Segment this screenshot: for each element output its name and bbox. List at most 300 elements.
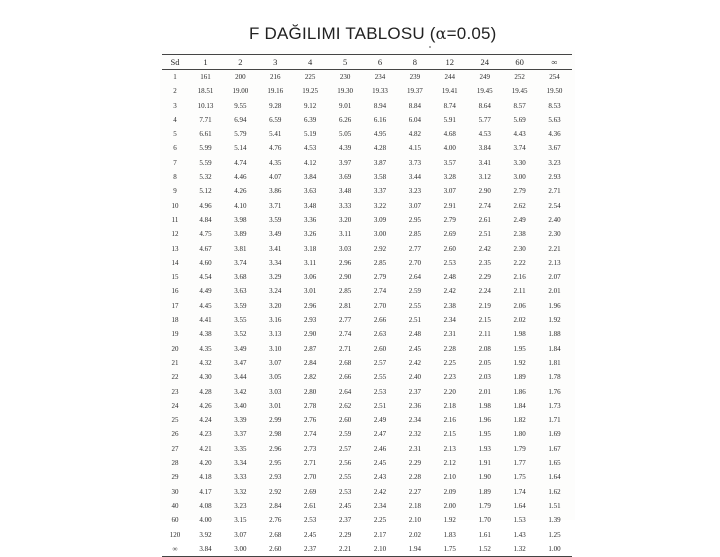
table-cell: 2.78 — [304, 401, 317, 410]
column-header: ∞ — [537, 55, 572, 70]
table-cell: 3.41 — [269, 244, 282, 253]
table-cell: 1.84 — [548, 344, 561, 353]
table-cell: 4.28 — [199, 387, 212, 396]
table-cell: 2.12 — [443, 459, 456, 468]
row-df-label: 29 — [171, 473, 179, 482]
table-cell: 2.17 — [373, 530, 387, 539]
table-cell: 4.18 — [199, 473, 212, 482]
table-cell: 2.20 — [443, 387, 456, 396]
table-cell: 2.87 — [304, 344, 317, 353]
table-cell: 9.12 — [304, 101, 317, 110]
table-cell: 3.11 — [339, 230, 352, 239]
table-row — [162, 256, 572, 270]
table-cell: 3.87 — [373, 158, 387, 167]
table-cell: 4.39 — [338, 144, 352, 153]
table-cell: 4.26 — [199, 401, 212, 410]
table-cell: 2.21 — [328, 542, 363, 557]
table-row — [162, 170, 572, 184]
table-cell: 2.59 — [408, 287, 422, 296]
table-cell: 5.05 — [338, 130, 352, 139]
table-cell: 3.47 — [234, 358, 247, 367]
table-cell: 4.35 — [199, 344, 212, 353]
table-cell: 230 — [339, 73, 351, 81]
table-cell: 5.63 — [548, 115, 561, 124]
table-cell: 4.74 — [234, 158, 247, 167]
table-cell: 2.32 — [408, 430, 422, 439]
table-cell: 2.84 — [304, 358, 317, 367]
table-cell: 2.77 — [408, 244, 422, 253]
table-cell: 6.59 — [269, 115, 282, 124]
table-cell: 2.43 — [373, 473, 387, 482]
table-cell: 2.77 — [338, 316, 352, 325]
table-cell: 3.07 — [443, 187, 456, 196]
table-cell: 3.84 — [188, 542, 223, 557]
table-cell: 2.85 — [408, 230, 422, 239]
table-cell: 2.70 — [304, 473, 317, 482]
table-cell: 3.48 — [338, 187, 352, 196]
scan-speck — [429, 46, 431, 48]
table-cell: 3.07 — [269, 358, 282, 367]
table-cell: 3.98 — [234, 215, 247, 224]
table-cell: 2.92 — [269, 487, 282, 496]
table-cell: 2.55 — [338, 473, 352, 482]
table-cell: 2.90 — [338, 273, 352, 282]
title-suffix: =0.05) — [446, 24, 497, 43]
table-cell: 3.20 — [338, 215, 352, 224]
table-cell: 2.53 — [443, 258, 456, 267]
table-cell: 4.35 — [269, 158, 282, 167]
table-cell: 2.29 — [338, 530, 352, 539]
table-cell: 2.73 — [304, 444, 317, 453]
table-cell: 1.86 — [513, 387, 526, 396]
row-df-label: 19 — [171, 330, 179, 339]
table-cell: 4.24 — [199, 416, 212, 425]
table-cell: 3.68 — [234, 273, 247, 282]
table-cell: 4.21 — [199, 444, 212, 453]
table-cell: 249 — [479, 73, 490, 81]
table-cell: 2.60 — [338, 416, 352, 425]
table-cell: 3.00 — [373, 230, 387, 239]
table-cell: 3.16 — [269, 316, 282, 325]
table-cell: 1.89 — [478, 487, 491, 496]
row-df-label: 1 — [173, 73, 177, 81]
table-row — [162, 370, 572, 384]
table-cell: 1.75 — [432, 542, 467, 557]
table-cell: 5.14 — [234, 144, 247, 153]
table-cell: 2.02 — [513, 316, 526, 325]
table-cell: 3.03 — [338, 244, 352, 253]
table-cell: 2.40 — [548, 215, 561, 224]
table-cell: 3.00 — [513, 173, 526, 182]
table-cell: 10.13 — [197, 101, 214, 110]
table-cell: 3.42 — [234, 387, 247, 396]
table-cell: 1.73 — [548, 401, 561, 410]
table-row — [162, 470, 572, 484]
table-cell: 1.84 — [513, 401, 526, 410]
table-cell: 2.49 — [373, 416, 387, 425]
table-cell: 200 — [235, 73, 246, 81]
table-cell: 3.23 — [234, 501, 247, 510]
table-cell: 2.48 — [408, 330, 422, 339]
table-cell: 3.18 — [304, 244, 317, 253]
table-cell: 1.81 — [548, 358, 561, 367]
table-cell: 4.46 — [234, 173, 247, 182]
table-cell: 3.03 — [269, 387, 282, 396]
table-cell: 2.63 — [373, 330, 387, 339]
row-df-label: 21 — [171, 358, 179, 367]
table-cell: 4.53 — [478, 130, 491, 139]
table-cell: 3.33 — [234, 473, 247, 482]
table-cell: 2.10 — [363, 542, 398, 557]
table-cell: 3.58 — [373, 173, 387, 182]
table-cell: 2.62 — [513, 201, 526, 210]
table-cell: 3.89 — [234, 230, 247, 239]
table-cell: 2.42 — [478, 244, 491, 253]
table-cell: 1.67 — [548, 444, 561, 453]
table-cell: 8.74 — [443, 101, 456, 110]
table-cell: 4.10 — [234, 201, 247, 210]
column-header: 1 — [188, 55, 223, 70]
table-cell: 2.05 — [478, 358, 491, 367]
table-cell: 2.76 — [304, 416, 317, 425]
title-prefix: F DAĞILIMI TABLOSU ( — [249, 24, 436, 43]
table-cell: 1.89 — [513, 373, 526, 382]
table-cell: 2.68 — [269, 530, 282, 539]
table-cell: 4.28 — [373, 144, 387, 153]
table-row — [162, 84, 572, 98]
table-cell: 4.54 — [199, 273, 212, 282]
table-cell: 2.47 — [373, 430, 387, 439]
table-cell: 3.44 — [234, 373, 247, 382]
table-cell: 3.44 — [408, 173, 422, 182]
table-cell: 3.97 — [338, 158, 352, 167]
table-cell: 1.92 — [513, 358, 526, 367]
table-cell: 2.93 — [269, 473, 282, 482]
row-df-label: 10 — [171, 201, 179, 210]
table-cell: 4.76 — [269, 144, 282, 153]
table-cell: 4.00 — [199, 516, 212, 525]
row-df-label: 3 — [173, 101, 177, 110]
table-cell: 1.71 — [548, 416, 561, 425]
table-cell: 4.45 — [199, 301, 212, 310]
table-cell: 2.66 — [373, 316, 387, 325]
table-row — [162, 141, 572, 155]
table-cell: 3.34 — [234, 459, 247, 468]
table-cell: 1.77 — [513, 459, 526, 468]
table-cell: 1.88 — [548, 330, 561, 339]
table-cell: 2.81 — [338, 301, 352, 310]
table-cell: 2.02 — [408, 530, 422, 539]
row-df-label: 22 — [171, 373, 179, 382]
table-cell: 2.45 — [408, 344, 422, 353]
table-cell: 2.79 — [443, 215, 456, 224]
table-cell: 2.55 — [373, 373, 387, 382]
table-cell: 1.61 — [478, 530, 491, 539]
table-cell: 2.29 — [478, 273, 491, 282]
row-df-label: 9 — [173, 187, 177, 196]
table-cell: 2.85 — [338, 287, 352, 296]
table-cell: 8.84 — [408, 101, 422, 110]
row-df-label: 7 — [173, 158, 177, 167]
table-cell: 2.74 — [373, 287, 387, 296]
table-cell: 3.23 — [548, 158, 561, 167]
table-cell: 1.79 — [513, 444, 526, 453]
table-cell: 4.12 — [304, 158, 317, 167]
table-cell: 2.25 — [443, 358, 456, 367]
scanned-table-image — [160, 50, 575, 553]
table-row — [162, 513, 572, 527]
table-cell: 3.84 — [304, 173, 317, 182]
table-cell: 2.74 — [478, 201, 491, 210]
table-cell: 4.96 — [199, 201, 212, 210]
table-row — [162, 427, 572, 441]
table-cell: 2.53 — [304, 516, 317, 525]
table-cell: 1.43 — [513, 530, 526, 539]
row-df-label: 18 — [171, 316, 179, 325]
table-cell: 2.71 — [304, 459, 317, 468]
table-cell: 2.13 — [443, 444, 456, 453]
table-cell: 1.83 — [443, 530, 456, 539]
table-cell: 8.57 — [513, 101, 526, 110]
table-row — [162, 413, 572, 427]
table-cell: 1.82 — [513, 416, 526, 425]
table-cell: 2.60 — [443, 244, 456, 253]
table-cell: 2.15 — [478, 316, 491, 325]
table-cell: 18.51 — [197, 87, 214, 96]
table-cell: 3.48 — [304, 201, 317, 210]
table-cell: 2.03 — [478, 373, 491, 382]
table-row — [162, 284, 572, 298]
table-cell: 216 — [270, 73, 281, 81]
table-cell: 4.17 — [199, 487, 212, 496]
table-cell: 4.68 — [443, 130, 456, 139]
table-cell: 2.80 — [304, 387, 317, 396]
table-cell: 3.07 — [408, 201, 422, 210]
table-cell: 4.23 — [199, 430, 212, 439]
row-df-label: 120 — [169, 530, 181, 539]
table-row — [162, 270, 572, 284]
table-cell: 1.80 — [513, 430, 526, 439]
table-cell: 2.40 — [408, 373, 422, 382]
table-cell: 1.92 — [443, 516, 456, 525]
column-header-sd: Sd — [162, 55, 188, 70]
column-header: 6 — [363, 55, 398, 70]
row-df-label: 15 — [171, 273, 179, 282]
table-cell: 4.26 — [234, 187, 247, 196]
table-cell: 4.75 — [199, 230, 212, 239]
table-cell: 2.98 — [269, 430, 282, 439]
table-cell: 2.93 — [304, 316, 317, 325]
table-cell: 2.15 — [443, 430, 456, 439]
table-cell: 2.09 — [443, 487, 456, 496]
table-cell: 19.30 — [337, 87, 353, 96]
table-cell: 2.45 — [338, 501, 352, 510]
table-cell: 2.96 — [338, 258, 352, 267]
table-cell: 2.51 — [478, 230, 491, 239]
row-df-label: 16 — [171, 287, 179, 296]
table-cell: 2.90 — [478, 187, 491, 196]
table-cell: 2.59 — [338, 430, 352, 439]
column-header: 3 — [258, 55, 293, 70]
table-cell: 3.84 — [478, 144, 491, 153]
table-cell: 3.92 — [199, 530, 212, 539]
table-cell: 3.15 — [234, 516, 247, 525]
table-cell: 2.51 — [408, 316, 422, 325]
table-cell: 2.13 — [548, 258, 561, 267]
table-cell: 1.79 — [478, 501, 491, 510]
table-cell: 4.38 — [199, 330, 212, 339]
column-header: 5 — [328, 55, 363, 70]
table-cell: 1.96 — [548, 301, 561, 310]
table-cell: 254 — [549, 73, 560, 81]
table-cell: 3.73 — [408, 158, 422, 167]
table-cell: 2.95 — [408, 215, 422, 224]
table-cell: 4.00 — [443, 144, 456, 153]
table-cell: 2.01 — [548, 287, 561, 296]
table-cell: 2.76 — [269, 516, 282, 525]
table-cell: 4.84 — [199, 215, 212, 224]
table-cell: 2.10 — [443, 473, 456, 482]
table-cell: 2.90 — [304, 330, 317, 339]
table-cell: 2.64 — [338, 387, 352, 396]
alpha-symbol: α — [435, 24, 447, 43]
table-cell: 5.99 — [199, 144, 212, 153]
table-row — [162, 299, 572, 313]
table-cell: 3.06 — [304, 273, 317, 282]
table-cell: 3.20 — [269, 301, 282, 310]
table-cell: 9.01 — [338, 101, 352, 110]
table-cell: 6.61 — [199, 130, 212, 139]
table-cell: 2.60 — [373, 344, 387, 353]
row-df-label: 26 — [171, 430, 179, 439]
table-cell: 3.26 — [304, 230, 317, 239]
table-cell: 3.71 — [269, 201, 282, 210]
table-cell: 2.53 — [373, 387, 387, 396]
table-cell: 6.26 — [338, 115, 352, 124]
column-header: 2 — [223, 55, 258, 70]
table-cell: 1.52 — [467, 542, 502, 557]
table-cell: 3.39 — [234, 416, 247, 425]
table-cell: 4.36 — [548, 130, 561, 139]
table-cell: 4.53 — [304, 144, 317, 153]
table-cell: 1.75 — [513, 473, 526, 482]
table-cell: 2.37 — [408, 387, 422, 396]
table-cell: 2.27 — [408, 487, 422, 496]
table-cell: 1.53 — [513, 516, 526, 525]
table-cell: 3.33 — [338, 201, 352, 210]
table-cell: 3.63 — [304, 187, 317, 196]
table-cell: 3.29 — [269, 273, 282, 282]
table-cell: 3.59 — [234, 301, 247, 310]
row-df-label: 6 — [173, 144, 177, 153]
table-cell: 19.45 — [511, 87, 528, 96]
table-cell: 19.50 — [546, 87, 563, 96]
table-cell: 1.70 — [478, 516, 491, 525]
table-cell: 1.92 — [548, 316, 561, 325]
table-row — [162, 327, 572, 341]
row-df-label: 24 — [171, 401, 179, 410]
table-cell: 3.28 — [443, 173, 456, 182]
table-cell: 2.64 — [408, 273, 422, 282]
table-cell: 3.81 — [234, 244, 247, 253]
table-cell: 1.00 — [537, 542, 572, 557]
table-cell: 2.95 — [269, 459, 282, 468]
table-row — [162, 385, 572, 399]
table-cell: 1.91 — [478, 459, 491, 468]
table-cell: 2.53 — [338, 487, 352, 496]
table-row — [162, 242, 572, 256]
table-cell: 2.45 — [304, 530, 317, 539]
row-df-label: 23 — [171, 387, 179, 396]
table-cell: 4.07 — [269, 173, 282, 182]
row-df-label: 4 — [173, 115, 177, 124]
row-df-label: 8 — [173, 173, 177, 182]
row-df-label: 17 — [171, 301, 179, 310]
table-cell: 2.42 — [443, 287, 456, 296]
table-cell: 3.13 — [269, 330, 282, 339]
table-cell: 2.35 — [478, 258, 491, 267]
table-cell: 1.65 — [548, 459, 561, 468]
table-cell: 2.42 — [408, 358, 422, 367]
table-cell: 6.16 — [373, 115, 387, 124]
table-cell: 2.34 — [373, 501, 387, 510]
table-row — [162, 199, 572, 213]
table-cell: 19.33 — [372, 87, 388, 96]
table-cell: 2.57 — [338, 444, 352, 453]
table-cell: 3.11 — [304, 258, 317, 267]
table-cell: 6.04 — [408, 115, 422, 124]
table-cell: 3.40 — [234, 401, 247, 410]
table-cell: 2.08 — [478, 344, 491, 353]
table-row — [162, 213, 572, 227]
table-cell: 3.74 — [234, 258, 247, 267]
column-header: 12 — [432, 55, 467, 70]
table-cell: 5.41 — [269, 130, 282, 139]
table-cell: 2.96 — [304, 301, 317, 310]
row-df-label: 14 — [171, 258, 179, 267]
table-row — [162, 99, 572, 113]
table-cell: 2.79 — [513, 187, 526, 196]
table-cell: 5.91 — [443, 115, 456, 124]
table-cell: 7.71 — [199, 115, 212, 124]
table-cell: 2.48 — [443, 273, 456, 282]
table-cell: 2.57 — [373, 358, 387, 367]
table-cell: 3.59 — [269, 215, 282, 224]
table-cell: 9.55 — [234, 101, 247, 110]
table-cell: 3.67 — [548, 144, 561, 153]
table-cell: 2.68 — [338, 358, 352, 367]
table-cell: 1.78 — [548, 373, 561, 382]
table-cell: 3.41 — [478, 158, 491, 167]
table-cell: 2.99 — [269, 416, 282, 425]
table-cell: 2.91 — [443, 201, 456, 210]
table-cell: 3.00 — [223, 542, 258, 557]
table-row — [162, 70, 572, 85]
table-cell: 2.07 — [548, 273, 561, 282]
table-cell: 2.24 — [478, 287, 491, 296]
table-cell: 8.94 — [373, 101, 387, 110]
table-row — [162, 313, 572, 327]
table-cell: 1.98 — [513, 330, 526, 339]
table-cell: 2.25 — [373, 516, 387, 525]
table-cell: 2.74 — [304, 430, 317, 439]
column-header: 60 — [502, 55, 537, 70]
table-cell: 3.01 — [269, 401, 282, 410]
table-row — [162, 442, 572, 456]
table-cell: 3.07 — [234, 530, 247, 539]
table-cell: 2.23 — [443, 373, 456, 382]
table-cell: 3.24 — [269, 287, 282, 296]
